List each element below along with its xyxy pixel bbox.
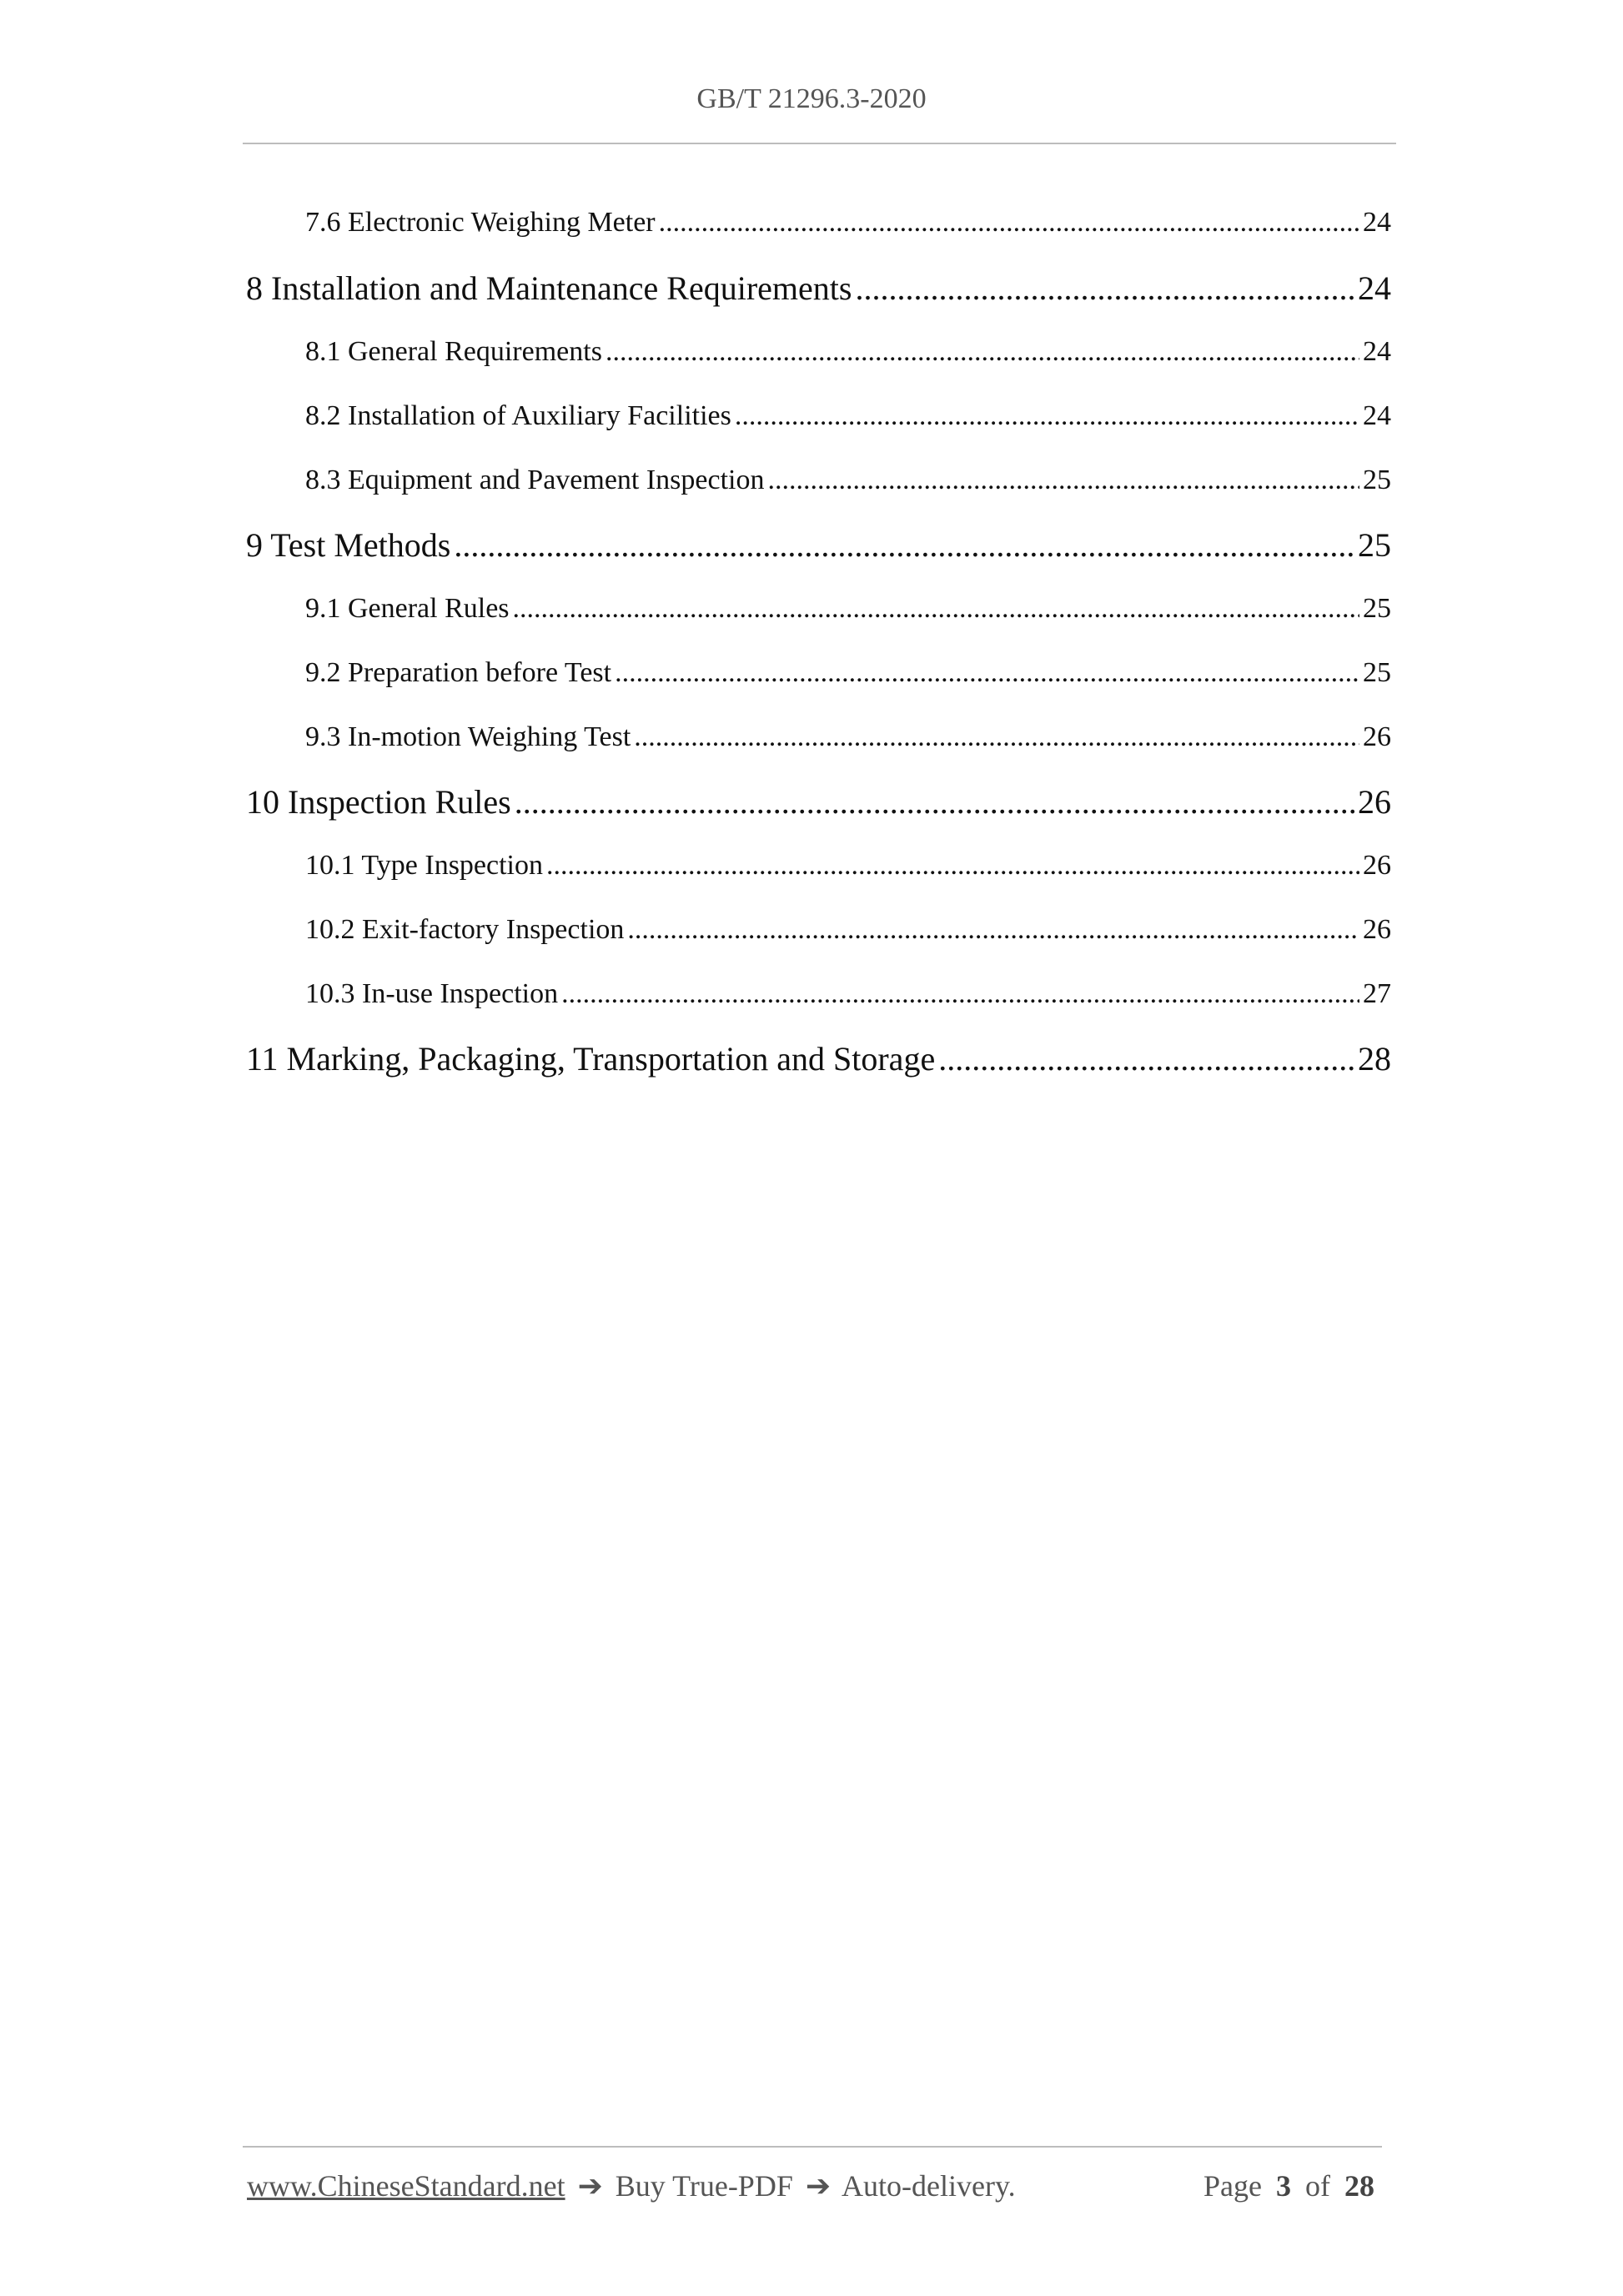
toc-entry-9-1[interactable] [305, 593, 1391, 625]
page-indicator [1203, 2168, 1381, 2203]
footer-promo [247, 2168, 1016, 2203]
dot-leader [634, 721, 1359, 753]
toc-entry-label: 9.2 Preparation before Test [305, 657, 612, 688]
toc-entry-label: 9 Test Methods [246, 526, 451, 564]
toc-entry-label: 8 Installation and Maintenance Requirements [246, 269, 852, 307]
toc-entry-page: 28 [1358, 1040, 1391, 1078]
toc-entry-label: 11 Marking, Packaging, Transportation and Storage [246, 1040, 936, 1078]
toc-entry-page: 25 [1363, 657, 1391, 688]
dot-leader [735, 400, 1359, 432]
toc-entry-label: 9.1 General Rules [305, 593, 510, 624]
dot-leader [938, 1039, 1354, 1078]
toc-entry-page: 24 [1363, 400, 1391, 431]
toc-entry-9[interactable] [246, 525, 1391, 565]
toc-entry-8[interactable] [246, 269, 1391, 308]
total-page-count: 28 [1344, 2169, 1374, 2203]
dot-leader [513, 593, 1359, 625]
document-id-header: GB/T 21296.3-2020 [696, 83, 927, 114]
dot-leader [659, 207, 1359, 239]
toc-entry-page: 24 [1363, 207, 1391, 238]
toc-entry-page: 26 [1358, 783, 1391, 821]
buy-true-pdf-text: Buy True-PDF [615, 2169, 793, 2203]
toc-entry-label: 8.3 Equipment and Pavement Inspection [305, 465, 765, 495]
toc-entry-label: 8.1 General Requirements [305, 336, 602, 367]
toc-entry-9-2[interactable] [305, 657, 1391, 689]
toc-entry-page: 26 [1363, 914, 1391, 945]
toc-entry-7-6[interactable] [305, 207, 1391, 239]
toc-entry-page: 25 [1363, 593, 1391, 624]
toc-entry-page: 24 [1363, 336, 1391, 367]
page-word: Page [1203, 2169, 1262, 2203]
footer-divider [243, 2146, 1382, 2148]
toc-entry-8-1[interactable] [305, 336, 1391, 368]
header-divider [243, 143, 1396, 144]
toc-entry-11[interactable] [246, 1039, 1391, 1078]
toc-entry-10[interactable] [246, 782, 1391, 821]
toc-entry-page: 26 [1363, 850, 1391, 881]
dot-leader [627, 914, 1359, 946]
toc-entry-label: 7.6 Electronic Weighing Meter [305, 207, 656, 238]
toc-entry-page: 24 [1358, 269, 1391, 307]
toc-entry-label: 10.2 Exit-factory Inspection [305, 914, 625, 945]
arrow-right-icon: ➔ [577, 2169, 603, 2203]
toc-entry-10-2[interactable] [305, 914, 1391, 946]
toc-entry-label: 10.1 Type Inspection [305, 850, 543, 881]
toc-entry-label: 10.3 In-use Inspection [305, 978, 559, 1009]
site-link[interactable]: www.ChineseStandard.net [247, 2169, 565, 2203]
dot-leader [605, 336, 1359, 368]
toc-entry-10-1[interactable] [305, 850, 1391, 882]
toc-entry-page: 25 [1358, 526, 1391, 564]
toc-entry-8-2[interactable] [305, 400, 1391, 432]
dot-leader [561, 978, 1359, 1010]
dot-leader [454, 525, 1354, 565]
toc-entry-label: 9.3 In-motion Weighing Test [305, 721, 631, 752]
auto-delivery-text: Auto-delivery. [842, 2169, 1016, 2203]
of-word: of [1305, 2169, 1330, 2203]
dot-leader [615, 657, 1359, 689]
current-page-number: 3 [1276, 2169, 1291, 2203]
toc-entry-page: 27 [1363, 978, 1391, 1009]
toc-entry-8-3[interactable] [305, 465, 1391, 496]
dot-leader [768, 465, 1360, 496]
arrow-right-icon: ➔ [805, 2169, 832, 2203]
toc-entry-page: 26 [1363, 721, 1391, 752]
dot-leader [515, 782, 1354, 821]
toc-entry-9-3[interactable] [305, 721, 1391, 753]
toc-entry-10-3[interactable] [305, 978, 1391, 1010]
dot-leader [546, 850, 1359, 882]
toc-entry-label: 10 Inspection Rules [246, 783, 511, 821]
toc-entry-label: 8.2 Installation of Auxiliary Facilities [305, 400, 731, 431]
dot-leader [855, 269, 1354, 308]
toc-entry-page: 25 [1363, 465, 1391, 495]
